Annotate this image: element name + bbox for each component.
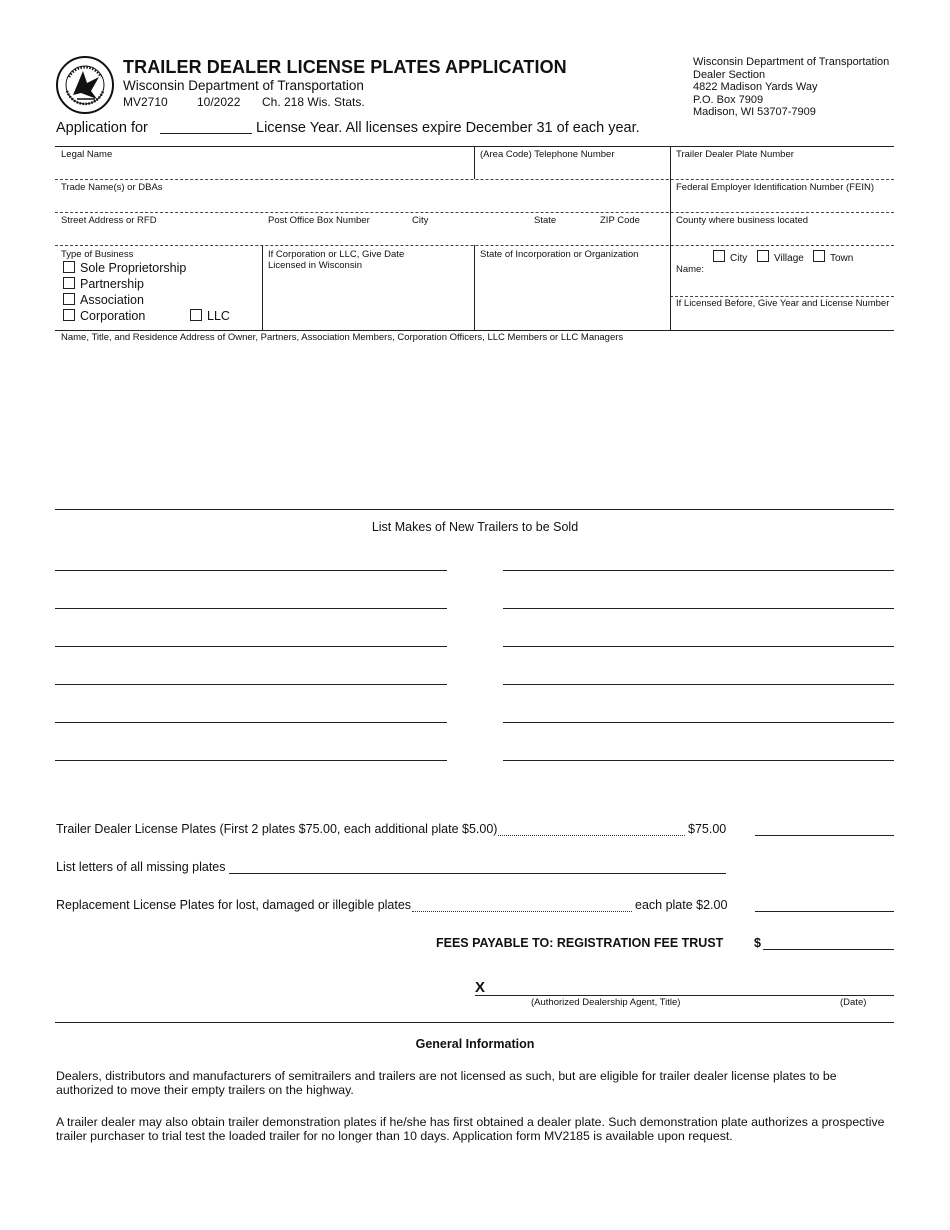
make-line-right[interactable] (503, 646, 894, 647)
signature-field[interactable] (475, 995, 894, 996)
telephone-field[interactable] (475, 161, 669, 178)
missing-plates-label: List letters of all missing plates (56, 860, 226, 874)
license-year-field[interactable] (160, 133, 252, 134)
address-line: Wisconsin Department of Transportation (693, 56, 890, 68)
address-line: 4822 Madison Yards Way (693, 81, 818, 94)
city-label: City (412, 215, 429, 226)
wisdot-seal (55, 55, 115, 115)
partnership-checkbox[interactable] (63, 277, 75, 289)
general-info-paragraph: Dealers, distributors and manufacturers of semitrailers and trailers are not licensed as such, but are eligible for trailer dealer license plates to be authorized to move their empty trailers on the highway. (56, 1069, 837, 1097)
make-line-left[interactable] (55, 760, 447, 761)
muni-town-label: Town (830, 253, 854, 264)
plates-fee-label: Trailer Dealer License Plates (First 2 plates $75.00, each additional plate $5.00) (56, 822, 498, 836)
fee-total-field[interactable] (763, 949, 894, 950)
signature-x-mark: X (475, 979, 486, 996)
legal-name-label: Legal Name (61, 149, 113, 160)
corp-date-field[interactable] (263, 272, 473, 329)
replacement-total-field[interactable] (755, 911, 894, 912)
makes-title: List Makes of New Trailers to be Sold (371, 520, 579, 534)
replacement-amount: each plate $2.00 (635, 898, 728, 912)
state-field[interactable] (530, 227, 580, 244)
partnership-option[interactable] (63, 277, 144, 291)
muni-name-field[interactable] (708, 264, 892, 284)
missing-plates-field[interactable] (229, 873, 726, 874)
department-name: Wisconsin Department of Transportation (123, 78, 364, 93)
sole-proprietorship-label: Sole Proprietorship (80, 261, 187, 275)
date-caption: (Date) (840, 997, 867, 1008)
address-line: Dealer Section (693, 68, 766, 81)
make-line-left[interactable] (55, 608, 447, 609)
address-line: P.O. Box 7909 (693, 93, 764, 106)
licensed-before-field[interactable] (671, 311, 893, 329)
make-line-left[interactable] (55, 570, 447, 571)
muni-city-option[interactable] (713, 250, 747, 264)
muni-village-option[interactable] (757, 250, 804, 264)
sole-proprietorship-option[interactable] (63, 261, 186, 275)
general-info-paragraph: A trailer dealer may also obtain trailer demonstration plates if he/she has first obtained a dealer plate. Such demonstration plate authorizes a prospective trailer purchaser to trial test the loaded trailer for no longer than 10 days. Application form MV2185 is available upon request. (56, 1115, 885, 1143)
partnership-label: Partnership (80, 277, 144, 291)
general-info-title: General Information (415, 1037, 535, 1051)
corporation-label: Corporation (80, 309, 146, 323)
association-label: Association (80, 293, 144, 307)
telephone-label: (Area Code) Telephone Number (480, 149, 615, 160)
dollar-sign: $ (754, 936, 761, 950)
owners-label: Name, Title, and Residence Address of Owner, Partners, Association Members, Corporation Officers, LLC Members or LLC Managers (61, 332, 624, 343)
county-label: County where business located (676, 215, 809, 226)
muni-name-label: Name: (676, 264, 704, 275)
plates-fee-amount: $75.00 (688, 822, 727, 836)
county-field[interactable] (671, 227, 893, 244)
fein-label: Federal Employer Identification Number (FEIN) (676, 182, 874, 193)
make-line-left[interactable] (55, 684, 447, 685)
make-line-right[interactable] (503, 760, 894, 761)
muni-village-label: Village (774, 253, 804, 264)
state-label: State (534, 215, 557, 226)
muni-village-checkbox[interactable] (757, 250, 769, 262)
mailing-address (693, 56, 889, 119)
zip-label: ZIP Code (600, 215, 640, 226)
replacement-label: Replacement License Plates for lost, damaged or illegible plates (56, 898, 412, 912)
muni-city-checkbox[interactable] (713, 250, 725, 262)
city-field[interactable] (406, 227, 526, 244)
muni-town-checkbox[interactable] (813, 250, 825, 262)
owners-field[interactable] (56, 346, 893, 506)
muni-town-option[interactable] (813, 250, 853, 264)
corp-date-label: If Corporation or LLC, Give Date Licensed in Wisconsin (268, 249, 405, 271)
make-line-right[interactable] (503, 722, 894, 723)
association-option[interactable] (63, 293, 144, 307)
plate-number-label: Trailer Dealer Plate Number (676, 149, 794, 160)
corporation-option[interactable] (63, 309, 145, 323)
form-number: MV2710 (123, 95, 168, 109)
state-incorporation-field[interactable] (475, 262, 669, 329)
legal-name-field[interactable] (56, 161, 473, 178)
fees-payable-label: FEES PAYABLE TO: REGISTRATION FEE TRUST (436, 936, 724, 950)
licensed-before-label: If Licensed Before, Give Year and License Number (676, 298, 890, 309)
statute: Ch. 218 Wis. Stats. (262, 95, 365, 109)
street-field[interactable] (56, 227, 261, 244)
po-box-field[interactable] (263, 227, 403, 244)
make-line-right[interactable] (503, 684, 894, 685)
agent-caption: (Authorized Dealership Agent, Title) (531, 997, 681, 1008)
po-box-label: Post Office Box Number (268, 215, 370, 226)
address-line: Madison, WI 53707-7909 (693, 106, 816, 119)
llc-label: LLC (207, 309, 230, 323)
trade-names-field[interactable] (56, 194, 669, 211)
plates-fee-total-field[interactable] (755, 835, 894, 836)
fein-field[interactable] (671, 194, 893, 211)
muni-city-label: City (730, 253, 748, 264)
corporation-checkbox[interactable] (63, 309, 75, 321)
trade-names-label: Trade Name(s) or DBAs (61, 182, 163, 193)
application-suffix: License Year. All licenses expire December 31 of each year. (256, 120, 640, 136)
make-line-left[interactable] (55, 722, 447, 723)
state-incorporation-label: State of Incorporation or Organization (480, 249, 639, 260)
type-of-business-label: Type of Business (61, 249, 134, 260)
form-date: 10/2022 (197, 95, 241, 109)
association-checkbox[interactable] (63, 293, 75, 305)
make-line-left[interactable] (55, 646, 447, 647)
application-prefix: Application for (56, 120, 148, 136)
plate-number-field[interactable] (671, 161, 893, 178)
make-line-right[interactable] (503, 570, 894, 571)
llc-checkbox[interactable] (190, 309, 202, 321)
street-label: Street Address or RFD (61, 215, 157, 226)
llc-option[interactable] (190, 309, 230, 323)
zip-field[interactable] (584, 227, 669, 244)
sole-proprietorship-checkbox[interactable] (63, 261, 75, 273)
make-line-right[interactable] (503, 608, 894, 609)
form-title: TRAILER DEALER LICENSE PLATES APPLICATION (123, 57, 567, 77)
